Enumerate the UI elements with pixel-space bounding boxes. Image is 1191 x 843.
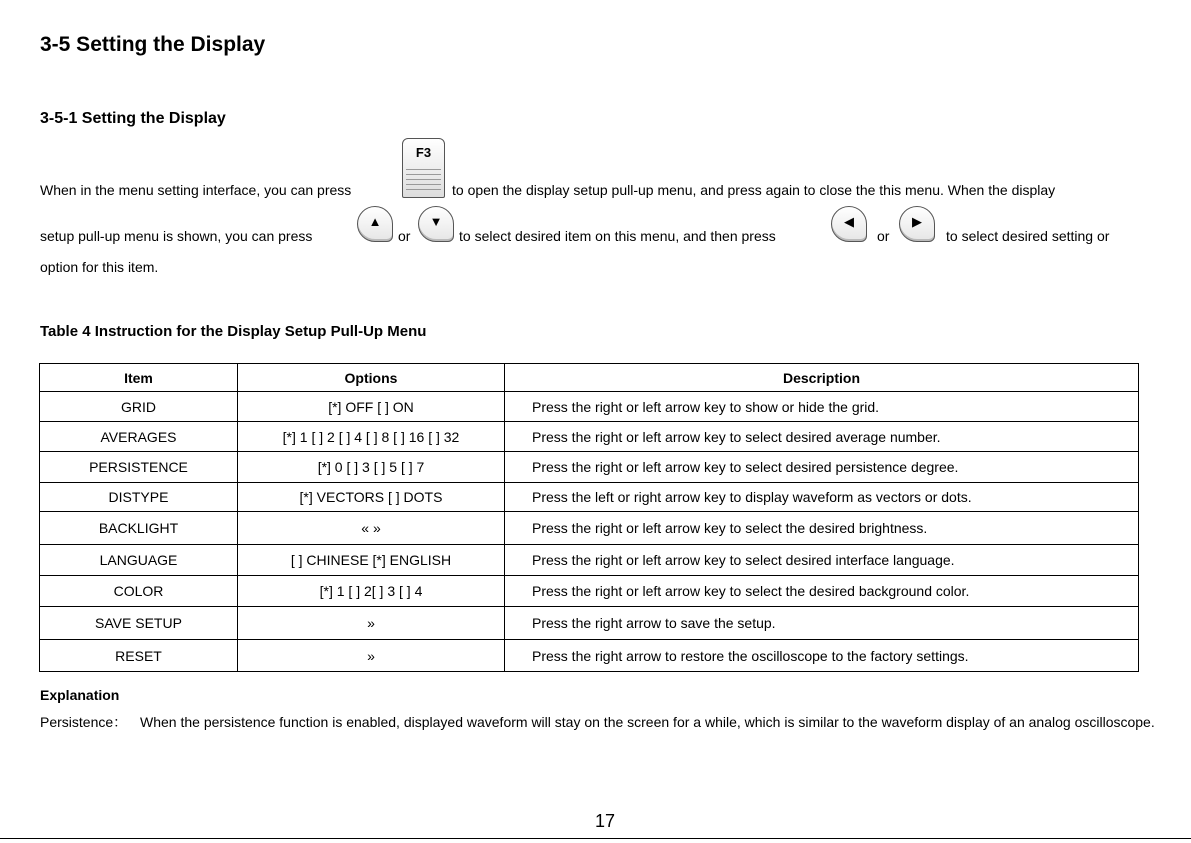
key-grip-lines [406,169,441,191]
cell-description: Press the right or left arrow key to select desired persistence degree. [505,452,1139,483]
right-arrow-key-icon [899,206,935,242]
down-arrow-glyph: ▼ [429,214,443,229]
up-arrow-glyph: ▲ [368,214,382,229]
up-arrow-key-icon [357,206,393,242]
right-arrow-glyph: ▶ [912,214,922,229]
table-row [40,452,1139,483]
table-body [40,392,1139,672]
para2-text1: setup pull-up menu is shown, you can press [40,228,313,244]
cell-item: LANGUAGE [40,545,238,576]
cell-item: DISTYPE [40,483,238,512]
para2-or1: or [398,228,411,244]
down-arrow-key-icon [418,206,454,242]
cell-item: RESET [40,640,238,672]
cell-options: [*] OFF [ ] ON [238,392,505,422]
cell-item: BACKLIGHT [40,512,238,545]
cell-item: AVERAGES [40,422,238,452]
table-row [40,640,1139,672]
cell-item: GRID [40,392,238,422]
para2-or2: or [877,228,890,244]
cell-description: Press the right or left arrow key to select the desired background color. [505,576,1139,607]
section-title: 3-5 Setting the Display [40,33,266,56]
cell-description: Press the right or left arrow key to show or hide the grid. [505,392,1139,422]
cell-options: [ ] CHINESE [*] ENGLISH [238,545,505,576]
explanation-term: Persistence： [40,714,128,730]
table-row [40,607,1139,640]
table-row [40,545,1139,576]
cell-description: Press the right or left arrow key to select the desired brightness. [505,512,1139,545]
cell-options: [*] 0 [ ] 3 [ ] 5 [ ] 7 [238,452,505,483]
cell-options: » [238,640,505,672]
cell-options: « » [238,512,505,545]
display-setup-table [39,363,1139,672]
cell-options: » [238,607,505,640]
cell-description: Press the right or left arrow key to select desired interface language. [505,545,1139,576]
header-item: Item [40,364,238,392]
cell-options: [*] 1 [ ] 2 [ ] 4 [ ] 8 [ ] 16 [ ] 32 [238,422,505,452]
f3-key-icon [402,138,445,198]
cell-description: Press the right arrow to save the setup. [505,607,1139,640]
page-number: 17 [594,811,616,831]
cell-item: COLOR [40,576,238,607]
explanation-body: When the persistence function is enabled, displayed waveform will stay on the screen for a while, which is similar to the waveform display of an analog oscilloscope. [140,714,1155,730]
left-arrow-glyph: ◀ [844,214,854,229]
para2-text4: option for this item. [40,259,159,275]
cell-description: Press the right or left arrow key to select desired average number. [505,422,1139,452]
table-row [40,512,1139,545]
explanation-heading: Explanation [40,687,120,703]
cell-options: [*] 1 [ ] 2[ ] 3 [ ] 4 [238,576,505,607]
cell-options: [*] VECTORS [ ] DOTS [238,483,505,512]
f3-key-label: F3 [415,145,432,160]
cell-description: Press the left or right arrow key to display waveform as vectors or dots. [505,483,1139,512]
cell-item: PERSISTENCE [40,452,238,483]
subsection-title: 3-5-1 Setting the Display [40,110,226,127]
table-caption: Table 4 Instruction for the Display Setup Pull-Up Menu [40,323,427,340]
header-options: Options [238,364,505,392]
cell-description: Press the right arrow to restore the oscilloscope to the factory settings. [505,640,1139,672]
para2-text3: to select desired setting or [946,228,1110,244]
para1-before: When in the menu setting interface, you can press [40,182,352,198]
header-description: Description [505,364,1139,392]
table-row [40,422,1139,452]
para2-text2: to select desired item on this menu, and then press [459,228,776,244]
table-row [40,576,1139,607]
para1-after: to open the display setup pull-up menu, and press again to close the this menu. When the display [452,182,1056,198]
left-arrow-key-icon [831,206,867,242]
cell-item: SAVE SETUP [40,607,238,640]
table-row [40,392,1139,422]
table-row [40,483,1139,512]
table-header-row [40,364,1139,392]
footer-rule [0,838,1191,839]
